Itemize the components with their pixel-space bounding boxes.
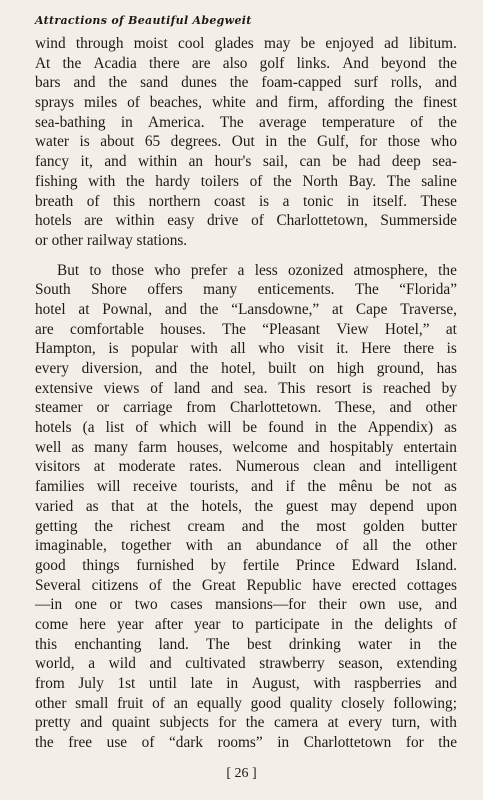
text-line: fancy it, and within an hour's sail, can be had deep sea- — [35, 153, 457, 171]
text-line: hotels are within easy drive of Charlottetown, Summerside — [35, 212, 457, 230]
text-line: varied as that at the hotels, the guest may depend upon — [35, 497, 457, 515]
text-line: this enchanting land. The best drinking water in the — [35, 635, 457, 653]
text-line: sea-bathing in America. The average temperature of the — [35, 113, 457, 131]
text-line: hotel at Pownal, and the “Lansdowne,” at Cape Traverse, — [35, 300, 457, 318]
text-line: good things furnished by fertile Prince Edward Island. — [35, 556, 457, 574]
paragraph — [35, 261, 457, 753]
running-head: Attractions of Beautiful Abegweit — [35, 14, 252, 27]
paragraph-gap — [35, 251, 457, 261]
text-line: from July 1st until late in August, with raspberries and — [35, 675, 457, 692]
text-line: fishing with the hardy toilers of the North Bay. The saline — [35, 172, 457, 190]
text-line: imaginable, together with an abundance of all the other — [35, 537, 457, 555]
text-line: families will receive tourists, and if the mênu be not as — [35, 478, 457, 496]
text-line: wind through moist cool glades may be enjoyed ad libitum. — [35, 35, 457, 52]
text-line: come here year after year to participate in the delights of — [35, 615, 457, 633]
text-line: world, a wild and cultivated strawberry season, extending — [35, 655, 457, 673]
text-line: well as many farm houses, welcome and hospitably entertain — [35, 438, 457, 456]
text-line: breath of this northern coast is a tonic in itself. These — [35, 192, 457, 210]
text-line: other small fruit of an equally good quality closely following; — [35, 694, 457, 712]
text-line: —in one or two cases mansions—for their own use, and — [35, 596, 457, 614]
body-text — [35, 34, 457, 753]
text-line: every diversion, and the hotel, built on high ground, has — [35, 360, 457, 377]
text-line: visitors at moderate rates. Numerous clean and intelligent — [35, 458, 457, 476]
text-line: Hampton, is popular with all who visit it. Here there is — [35, 340, 457, 358]
text-line: steamer or carriage from Charlottetown. These, and other — [35, 399, 457, 417]
text-line: South Shore offers many enticements. The “Florida” — [35, 281, 457, 299]
text-line: At the Acadia there are also golf links. And beyond the — [35, 54, 457, 72]
text-line: But to those who prefer a less ozonized atmosphere, the — [57, 261, 457, 279]
text-line: getting the richest cream and the most golden butter — [35, 517, 457, 535]
text-line: the free use of “dark rooms” in Charlottetown for the — [35, 734, 457, 752]
paragraph — [35, 34, 457, 251]
text-line: pretty and quaint subjects for the camera at every turn, with — [35, 714, 457, 732]
text-line: sprays miles of beaches, white and firm, affording the finest — [35, 94, 457, 112]
text-line: are comfortable houses. The “Pleasant View Hotel,” at — [35, 320, 457, 338]
text-line: extensive views of land and sea. This resort is reached by — [35, 379, 457, 397]
page-number: [ 26 ] — [226, 766, 257, 781]
text-line: hotels (a list of which will be found in the Appendix) as — [35, 419, 457, 437]
text-line: bars and the sand dunes the foam-capped surf rolls, and — [35, 74, 457, 92]
text-line: water is about 65 degrees. Out in the Gulf, for those who — [35, 133, 457, 151]
text-line: or other railway stations. — [35, 231, 188, 249]
text-line: Several citizens of the Great Republic have erected cottages — [35, 576, 457, 594]
